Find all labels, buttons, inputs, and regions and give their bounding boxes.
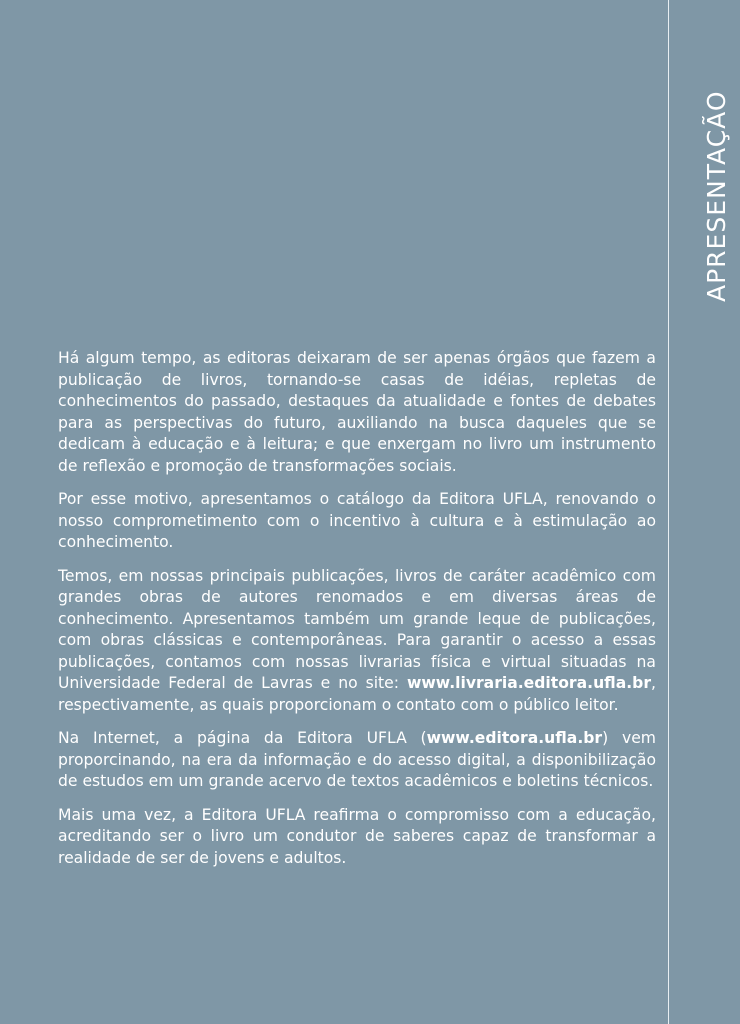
paragraph-3-text: Temos, em nossas principais publicações, livros de caráter acadêmico com grandes obras de autores renomados e em diversas áreas de conhecimento. Apresentamos também um grande leque de publicações, com obras clássicas e contemporâneas. Para garantir o acesso a essas publicações, contamos com nossas livrarias física e virtual situadas na Universidade Federal de Lavras e no site:: [58, 566, 656, 692]
bookstore-link: www.livraria.editora.ufla.br: [406, 674, 652, 692]
paragraph-4-tail: ) vem proporcinando, na era da informação e do acesso digital, a disponibilização de estudos em um grande acervo de textos acadêmicos e boletins técnicos.: [58, 729, 656, 790]
paragraph-4: [58, 728, 656, 793]
paragraph-5: Mais uma vez, a Editora UFLA reafirma o compromisso com a educação, acreditando ser o livro um condutor de saberes capaz de transformar a realidade de ser de jovens e adultos.: [58, 805, 656, 867]
paragraph-4-start: Na Internet, a página da Editora UFLA (: [58, 729, 427, 747]
paragraph-1: Há algum tempo, as editoras deixaram de ser apenas órgãos que fazem a publicação de livros, tornando-se casas de idéias, repletas de conhecimentos do passado, destaques da atualidade e fontes de debates para as perspectivas do futuro, auxiliando na busca daqueles que se dedicam à educação e à leitura; e que enxergam no livro um instrumento de reflexão e promoção de transformações sociais.: [58, 349, 656, 475]
paragraph-2: Por esse motivo, apresentamos o catálogo da Editora UFLA, renovando o nosso comprometimento com o incentivo à cultura e à estimulação ao conhecimento.: [58, 490, 656, 551]
body-text: [58, 348, 656, 881]
website-link: www.editora.ufla.br: [426, 729, 603, 747]
section-title: APRESENTAÇÃO: [702, 90, 731, 302]
paragraph-3: [58, 566, 656, 717]
vertical-divider: [668, 0, 669, 1024]
paragraph-3-tail: , respectivamente, as quais proporcionam o contato com o público leitor.: [58, 674, 656, 714]
